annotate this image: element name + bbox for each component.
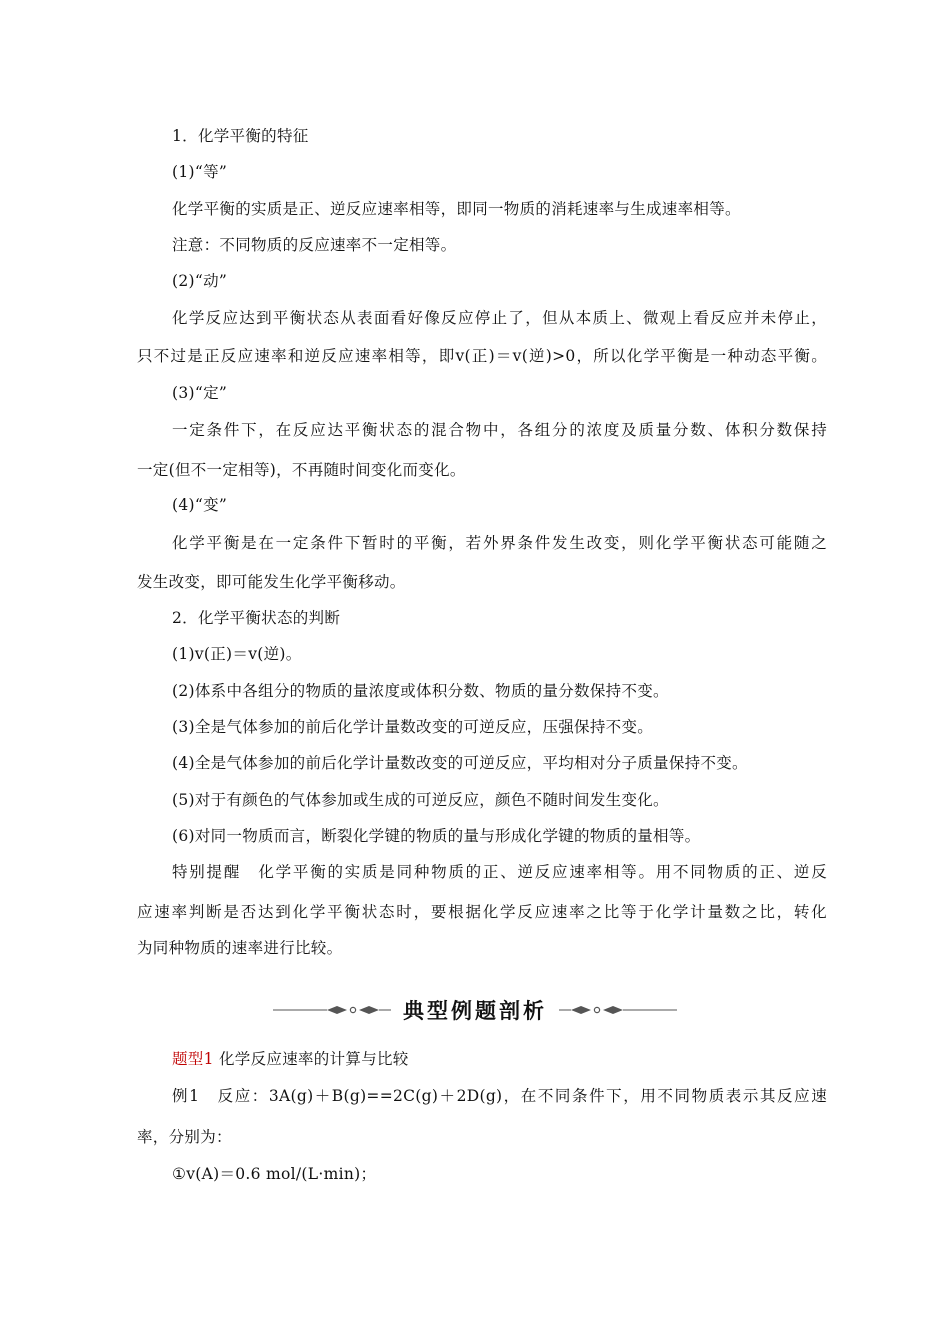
section2-heading: 2．化学平衡状态的判断: [172, 609, 341, 627]
question-type-line: [172, 1048, 409, 1070]
question-type-label: 题型1: [172, 1050, 214, 1068]
left-ornament-icon: [273, 1003, 391, 1017]
section1-heading: 1．化学平衡的特征: [172, 127, 309, 145]
criterion-5: (5)对于有颜色的气体参加或生成的可逆反应，颜色不随时间发生变化。: [172, 791, 669, 809]
feature-2-label: (2)“动”: [172, 272, 228, 290]
feature-3-line1: 一定条件下，在反应达平衡状态的混合物中，各组分的浓度及质量分数、体积分数保持: [172, 421, 827, 439]
feature-1-text: 化学平衡的实质是正、逆反应速率相等，即同一物质的消耗速率与生成速率相等。: [172, 200, 741, 218]
question-type-title: 化学反应速率的计算与比较: [213, 1050, 409, 1068]
example1-item1: ①v(A)＝0.6 mol/(L·min)；: [172, 1165, 377, 1183]
right-ornament-icon: [559, 1003, 677, 1017]
special-tip-line1: 特别提醒 化学平衡的实质是同种物质的正、逆反应速率相等。用不同物质的正、逆反: [172, 863, 827, 881]
example1-line2: 率，分别为：: [137, 1128, 232, 1146]
feature-2-line1: 化学反应达到平衡状态从表面看好像反应停止了，但从本质上、微观上看反应并未停止，: [172, 309, 827, 327]
special-tip-line2: 应速率判断是否达到化学平衡状态时，要根据化学反应速率之比等于化学计量数之比，转化: [137, 903, 827, 921]
feature-3-label: (3)“定”: [172, 384, 228, 402]
feature-3-line2: 一定(但不一定相等)，不再随时间变化而变化。: [137, 461, 466, 479]
criterion-1: (1)v(正)＝v(逆)。: [172, 645, 302, 663]
example1-line1: 例1 反应：3A(g)＋B(g)==2C(g)＋2D(g)，在不同条件下，用不同物质表示其反应速: [172, 1087, 827, 1105]
feature-1-note: 注意：不同物质的反应速率不一定相等。: [172, 236, 457, 254]
criterion-4: (4)全是气体参加的前后化学计量数改变的可逆反应，平均相对分子质量保持不变。: [172, 754, 748, 772]
criterion-3: (3)全是气体参加的前后化学计量数改变的可逆反应，压强保持不变。: [172, 718, 654, 736]
criterion-2: (2)体系中各组分的物质的量浓度或体积分数、物质的量分数保持不变。: [172, 682, 669, 700]
section-header-title: 典型例题剖析: [403, 999, 547, 1023]
special-tip-line3: 为同种物质的速率进行比较。: [137, 939, 343, 957]
feature-4-line1: 化学平衡是在一定条件下暂时的平衡，若外界条件发生改变，则化学平衡状态可能随之: [172, 534, 827, 552]
criterion-6: (6)对同一物质而言，断裂化学键的物质的量与形成化学键的物质的量相等。: [172, 827, 701, 845]
feature-2-line2: 只不过是正反应速率和逆反应速率相等，即v(正)＝v(逆)>0，所以化学平衡是一种动态平衡。: [137, 347, 827, 365]
section-header-banner: [0, 992, 950, 1028]
feature-1-label: (1)“等”: [172, 163, 228, 181]
feature-4-label: (4)“变”: [172, 496, 228, 514]
feature-4-line2: 发生改变，即可能发生化学平衡移动。: [137, 573, 406, 591]
